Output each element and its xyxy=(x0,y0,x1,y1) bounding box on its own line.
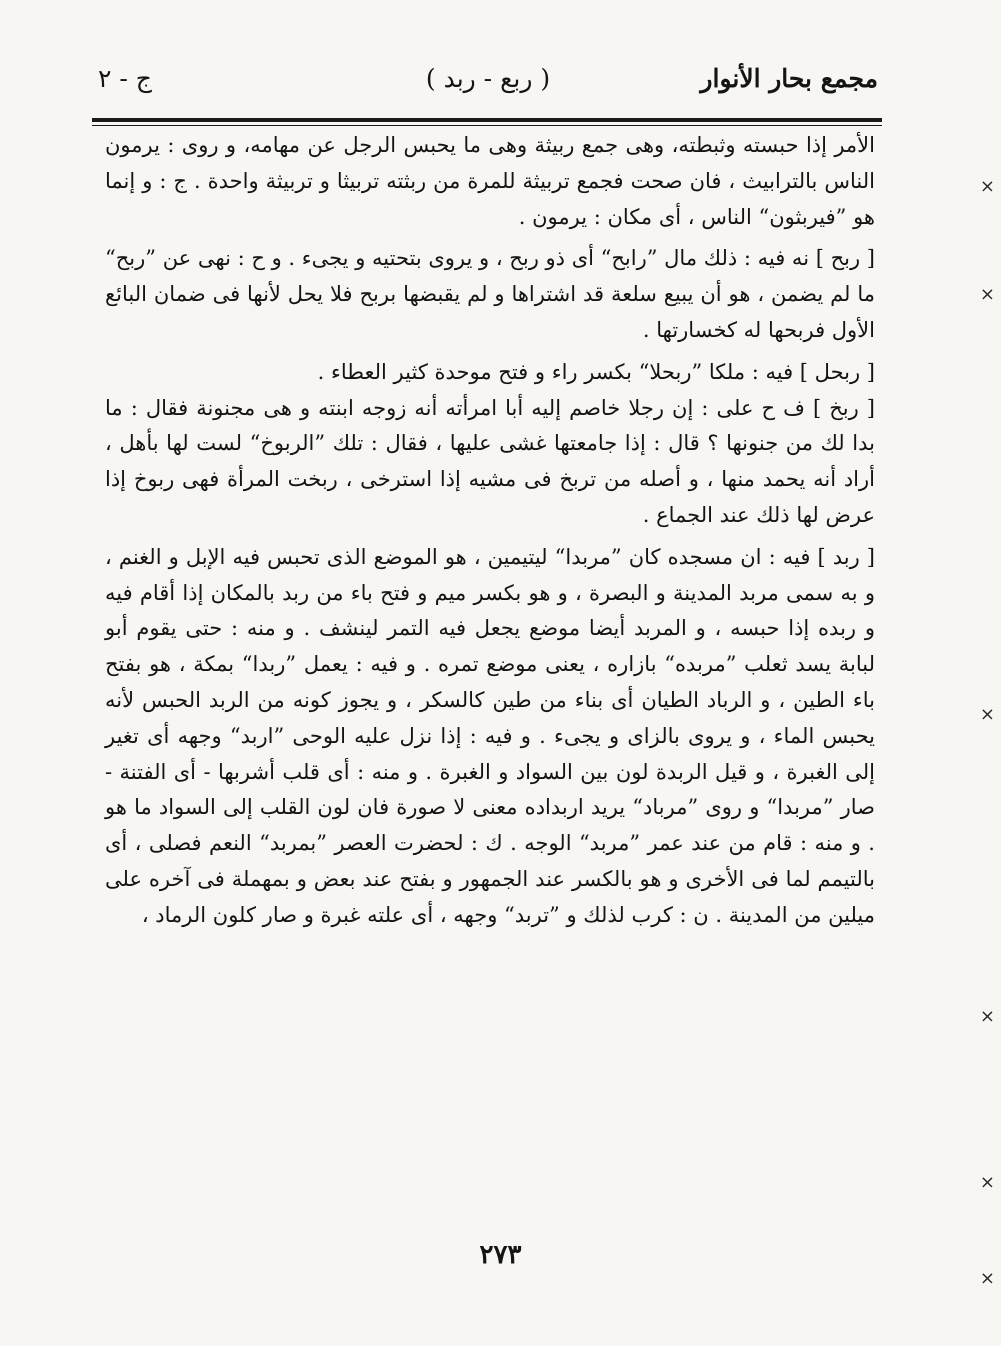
header-rule-thick xyxy=(92,118,882,122)
margin-mark: × xyxy=(979,176,995,197)
margin-mark: × xyxy=(979,1172,995,1193)
paragraph-rabad: [ ربد ] فيه : ان مسجده كان ”مربدا“ ليتيمين ، هو الموضع الذى تحبس فيه الإبل و الغنم ، و به سمى مربد المدينة و البصرة ، و هو بكسر ميم و فتح باء من ربد بالمكان إذا أقام فيه و ربده إذا حبسه ، و المربد أيضا موضع يجعل فيه التمر لينشف . و منه : حتى يقوم أبو لبابة يسد ثعلب ”مربده“ بازاره ، يعنى موضع تمره . و فيه : يعمل ”ربدا“ بمكة ، هو بفتح باء الطين ، و الرباد الطيان أى بناء من طين كالسكر ، و يجوز كونه من الربد الحبس لأنه يحبس الماء ، و يروى بالزاى و يجىء . و فيه : إذا نزل عليه الوحى ”اربد“ وجهه أى تغير إلى الغبرة ، و قيل الربدة لون بين السواد و الغبرة . و منه : أى قلب أشربها - أى الفتنة - صار ”مربدا“ و روى ”مرباد“ يريد اربداده معنى لا صورة فان لون القلب إلى السواد ما هو . و منه : قام من عند عمر ”مربد“ الوجه . ك : لحضرت العصر ”بمربد“ النعم فصلى ، أى بالتيمم لما فى الأخرى و هو بالكسر عند الجمهور و بفتح عند بعض و بمهملة فى آخره على ميلين من المدينة . ن : كرب لذلك و ”تربد“ وجهه ، أى علته غبرة و صار كلون الرماد ، xyxy=(105,544,875,927)
margin-mark: × xyxy=(979,1006,995,1027)
page-header xyxy=(98,58,878,108)
paragraph-rabakh: [ ربخ ] ف ح على : إن رجلا خاصم إليه أبا امرأته أنه زوجه ابنته و هى مجنونة فقال : ما بدا لك من جنونها ؟ قال : إذا جامعتها غشى عليها ، فقال : تلك ”الربوخ“ لست لها بأهل ، أراد أنه يحمد منها ، و أصله من تربخ فى مشيه إذا استرخى ، ربخت المرأة فهى ربوخ إذا عرض لها ذلك عند الجماع . xyxy=(105,395,875,527)
volume-number: ج - ٢ xyxy=(98,64,152,93)
margin-mark: × xyxy=(979,1268,995,1289)
section-heading: ( ربع - ربد ) xyxy=(425,64,551,93)
paragraph-rabah: [ ربح ] نه فيه : ذلك مال ”رابح“ أى ذو ربح ، و يروى بتحتيه و يجىء . و ح : نهى عن ”ربح“ ما لم يضمن ، هو أن يبيع سلعة قد اشتراها و لم يقبضها بربح فلا يحل لأنها فى ضمان البائع الأول فربحها له كخسارتها . xyxy=(105,246,875,342)
paragraph-rabhal: [ ربحل ] فيه : ملكا ”ربحلا“ بكسر راء و فتح موحدة كثير العطاء . xyxy=(317,359,875,384)
paragraph-rabath: الأمر إذا حبسته وثبطته، وهى جمع ربيثة وهى ما يحبس الرجل عن مهامه، و روى : يرمون الناس بالترابيث ، فان صحت فجمع تربيثة للمرة من ربثته تربيثا و تربيثة واحدة . ج : و إنما هو ”فيربثون“ الناس ، أى مكان : يرمون . xyxy=(105,133,875,229)
header-rule-thin xyxy=(92,125,882,126)
margin-mark: × xyxy=(979,704,995,725)
page-body xyxy=(105,128,875,934)
book-title: مجمع بحار الأنوار xyxy=(700,64,878,93)
margin-mark: × xyxy=(979,284,995,305)
page-number: ٢٧٣ xyxy=(479,1240,522,1270)
